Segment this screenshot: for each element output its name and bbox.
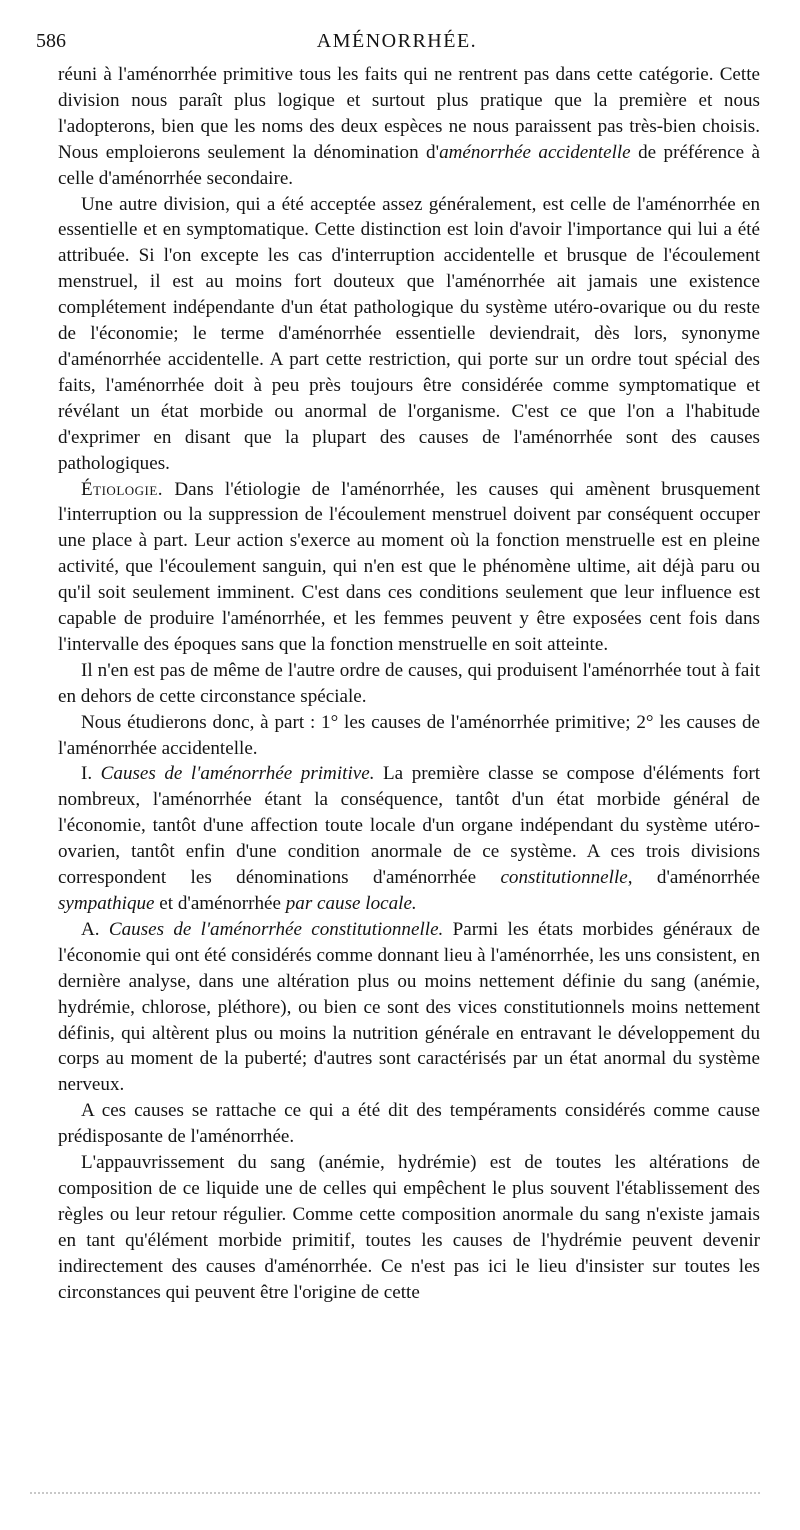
paragraph-8 <box>58 1098 760 1150</box>
page-header <box>36 30 758 56</box>
paragraph-section-i <box>58 761 760 916</box>
paragraph-9 <box>58 1150 760 1305</box>
paragraph-2-text: Une autre division, qui a été acceptée assez généralement, est celle de l'aménorrhée en essentielle et en symptomatique. Cette distinction est loin d'avoir l'importance qui lui a été attribuée. Si l'on excepte les cas d'interruption accidentelle et brusque de l'écoulement menstruel, il est au moins fort douteux que l'aménorrhée ait jamais une existence complétement indépendante d'un état pathologique du système utéro-ovarique ou du reste de l'économie; le terme d'aménorrhée essentielle deviendrait, dès lors, synonyme d'aménorrhée accidentelle. A part cette restriction, qui porte sur un ordre tout spécial des faits, l'aménorrhée doit à peu près toujours être considérée comme symptomatique et révélant un état morbide ou anormal de l'organisme. C'est ce que l'on a l'habitude d'exprimer en disant que la plupart des causes de l'aménorrhée sont des causes pathologiques. <box>58 193 760 474</box>
section-i-text: La première classe se compose d'éléments fort nombreux, l'aménorrhée étant la conséquence, tantôt d'un état morbide général de l'économie, tantôt d'une affection toute locale d'un organe indépendant du système utéro-ovarien, tantôt enfin d'une condition anormale de ce système. A ces trois divisions correspondent les dénominations d'aménorrhée <box>58 763 760 889</box>
section-i-term-sympathique: sympathique <box>58 893 155 914</box>
paragraph-4-text: Il n'en est pas de même de l'autre ordre de causes, qui produisent l'aménorrhée tout à fait en dehors de cette circonstance spéciale. <box>58 659 760 707</box>
etiology-heading: Étiologie. <box>81 478 164 500</box>
section-a-heading: Causes de l'aménorrhée constitutionnelle. <box>108 918 444 940</box>
paragraph-5-text: Nous étudierons donc, à part : 1° les causes de l'aménorrhée primitive; 2° les causes de l'aménorrhée accidentelle. <box>58 711 760 759</box>
paragraph-etiology <box>58 477 760 658</box>
paragraph-2 <box>58 192 760 477</box>
paragraph-8-text: A ces causes se rattache ce qui a été dit des tempéraments considérés comme cause prédisposante de l'aménorrhée. <box>58 1100 760 1148</box>
scan-noise-line <box>30 1492 760 1500</box>
paragraph-etiology-text: Dans l'étiologie de l'aménorrhée, les causes qui amènent brusquement l'interruption ou la suppression de l'écoulement menstruel doivent par conséquent occuper une place à part. Leur action s'exerce au moment où la fonction menstruelle est en pleine activité, que l'écoulement sanguin, qui n'en est que le phénomène ultime, ait déjà paru ou qu'il soit seulement imminent. C'est dans ces conditions seulement que leur influence est capable de produire l'aménorrhée, et les femmes peuvent y être exposées cent fois dans l'intervalle des époques sans que la fonction menstruelle en soit atteinte. <box>58 478 760 655</box>
section-i-term-cause-locale: par cause locale. <box>285 893 417 914</box>
paragraph-5 <box>58 710 760 762</box>
paragraph-1-text: réuni à l'aménorrhée primitive tous les faits qui ne rentrent pas dans cette catégorie. Cette division nous paraît plus logique et surtout plus pratique que la première et nous l'adopterons, bien que les noms des deux espèces ne nous paraissent pas très-bien choisis. Nous emploierons seulement la dénomination d' <box>58 64 760 163</box>
paragraph-1 <box>58 62 760 192</box>
section-i-term-constitutionnelle: constitutionnelle <box>500 867 628 889</box>
section-i-text-mid: , d'aménorrhée <box>627 867 760 889</box>
section-i-heading: Causes de l'aménorrhée primitive. <box>100 763 375 785</box>
text-body <box>58 62 760 1306</box>
page-number: 586 <box>36 30 66 52</box>
paragraph-4 <box>58 658 760 710</box>
paragraph-9-text: L'appauvrissement du sang (anémie, hydrémie) est de toutes les altérations de composition de ce liquide une de celles qui empêchent le plus souvent l'établissement des règles ou leur retour régulier. Comme cette composition anormale du sang n'existe jamais en tant qu'élément morbide primitif, toutes les causes de l'hydrémie peuvent devenir indirectement des causes d'aménorrhée. Ce n'est pas ici le lieu d'insister sur toutes les circonstances qui peuvent être l'origine de cette <box>58 1152 760 1303</box>
paragraph-1-italic: aménorrhée accidentelle <box>439 141 631 163</box>
paragraph-section-a <box>58 917 760 1098</box>
running-title: AMÉNORRHÉE. <box>316 30 478 52</box>
section-i-number: I. <box>81 763 101 785</box>
section-a-text: Parmi les états morbides généraux de l'économie qui ont été considérés comme donnant lieu à l'aménorrhée, les uns consistent, en dernière analyse, dans une altération plus ou moins nettement définie du sang (anémie, hydrémie, chlorose, pléthore), ou bien ce sont des vices constitutionnels moins nettement définis, qui altèrent plus ou moins la nutrition générale en entravant le développement du corps au moment de la puberté; d'autres sont caractérisés par un état anormal du système nerveux. <box>58 918 761 1096</box>
section-a-number: A. <box>81 918 109 940</box>
paragraph-1-end: de préférence à celle d'aménorrhée secondaire. <box>58 141 760 189</box>
section-i-text-mid2: et d'aménorrhée <box>154 893 286 914</box>
